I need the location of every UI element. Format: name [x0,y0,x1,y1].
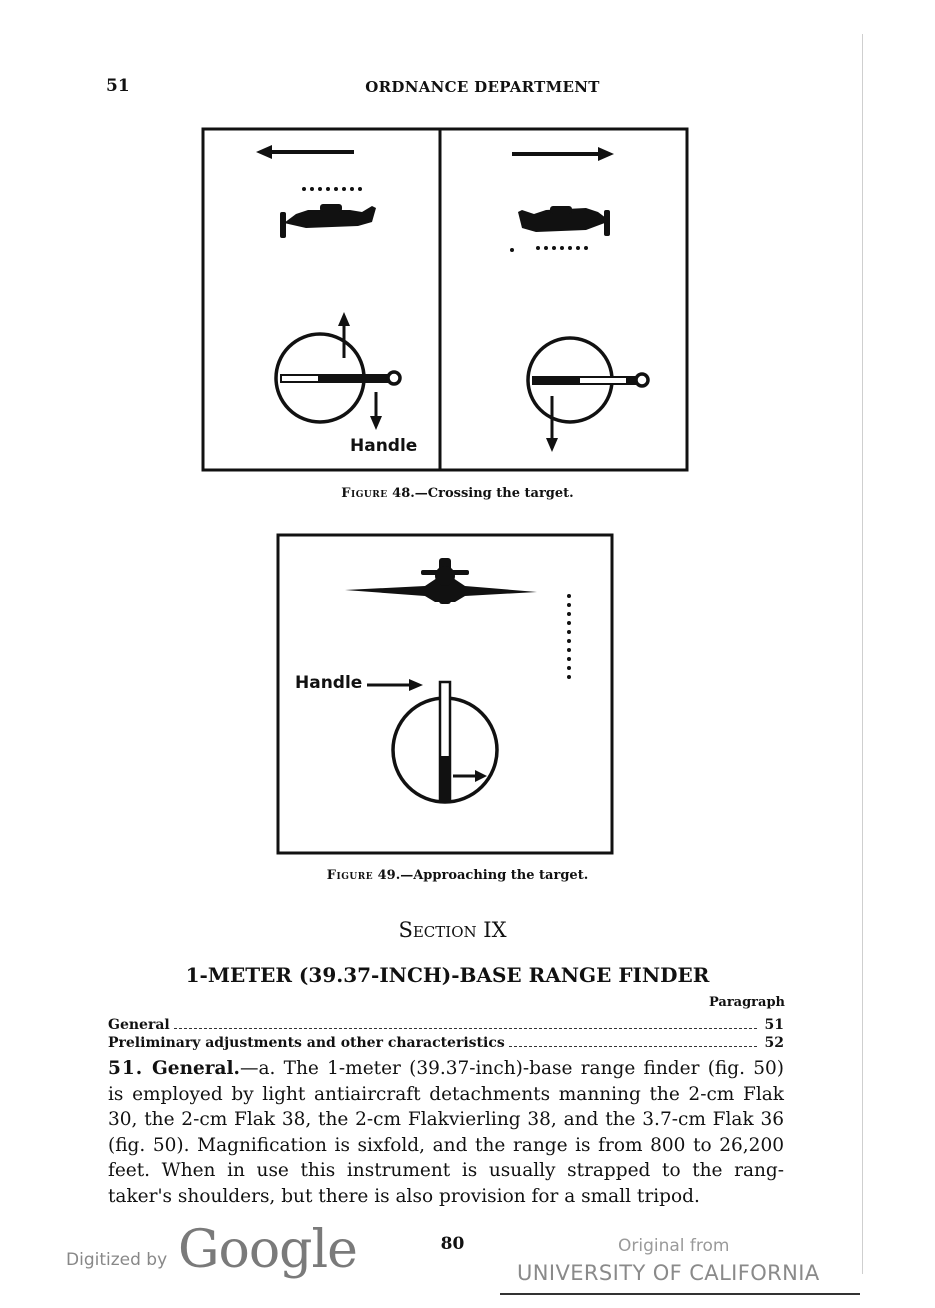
airplane-left-icon [280,204,376,238]
toc-row [108,1035,784,1051]
toc-title: Preliminary adjustments and other characteristics [108,1035,505,1051]
section-title: 1-METER (39.37-INCH)-BASE RANGE FINDER [185,963,710,987]
handle-arrow-icon [367,679,423,691]
scan-edge-rule [862,34,863,1274]
sight-left [276,312,400,430]
handle-label-48: Handle [350,436,418,456]
institution-label: UNIVERSITY OF CALIFORNIA [517,1261,820,1285]
paragraph-column-heading: Paragraph [708,995,785,1010]
sight-right [528,338,648,452]
airplane-front-icon [345,558,537,604]
folio-number: 80 [440,1234,465,1254]
figure-48 [200,126,690,473]
toc-leader [174,1028,757,1029]
google-logo: Google [178,1220,357,1280]
digitized-by-label: Digitized by [66,1250,168,1270]
figure-49-caption: Figure 49.—Approaching the target. [326,868,589,883]
bottom-rule [500,1293,860,1295]
figure-49 [275,532,615,856]
toc-paragraph-number: 52 [764,1035,784,1051]
toc-row [108,1017,784,1033]
tracer-dots-left [302,187,362,191]
arrow-right-icon [512,147,614,161]
toc-leader [509,1046,757,1047]
running-head: ORDNANCE DEPARTMENT [365,78,600,96]
figure-48-caption: Figure 48.—Crossing the target. [341,486,574,501]
body-paragraph: 51. General.—a. The 1-meter (39.37-inch)-base range finder (fig. 50) is employed by light antiaircraft detachments manning the 2-cm Flak 30, the 2-cm Flak 38, the 2-cm Flakvierling 38, and the 3.7-cm Flak 36 (fig. 50). Magnification is sixfold, and the range is from 800 to 26,200 feet. When in use this instrument is usually strapped to the rang-taker's shoulders, but there is also provision for a small tripod. [108,1058,784,1207]
section-label: Section IX [398,918,507,942]
toc-title: General [108,1017,170,1033]
page-number: 51 [106,76,130,96]
toc-paragraph-number: 51 [764,1017,784,1033]
airplane-right-icon [518,206,610,236]
handle-label-49: Handle [295,673,363,693]
arrow-left-icon [256,145,354,159]
tracer-dots-vertical [567,594,571,679]
sight-front [393,682,497,802]
tracer-dots-right [510,246,588,252]
original-from-label: Original from [618,1236,730,1256]
